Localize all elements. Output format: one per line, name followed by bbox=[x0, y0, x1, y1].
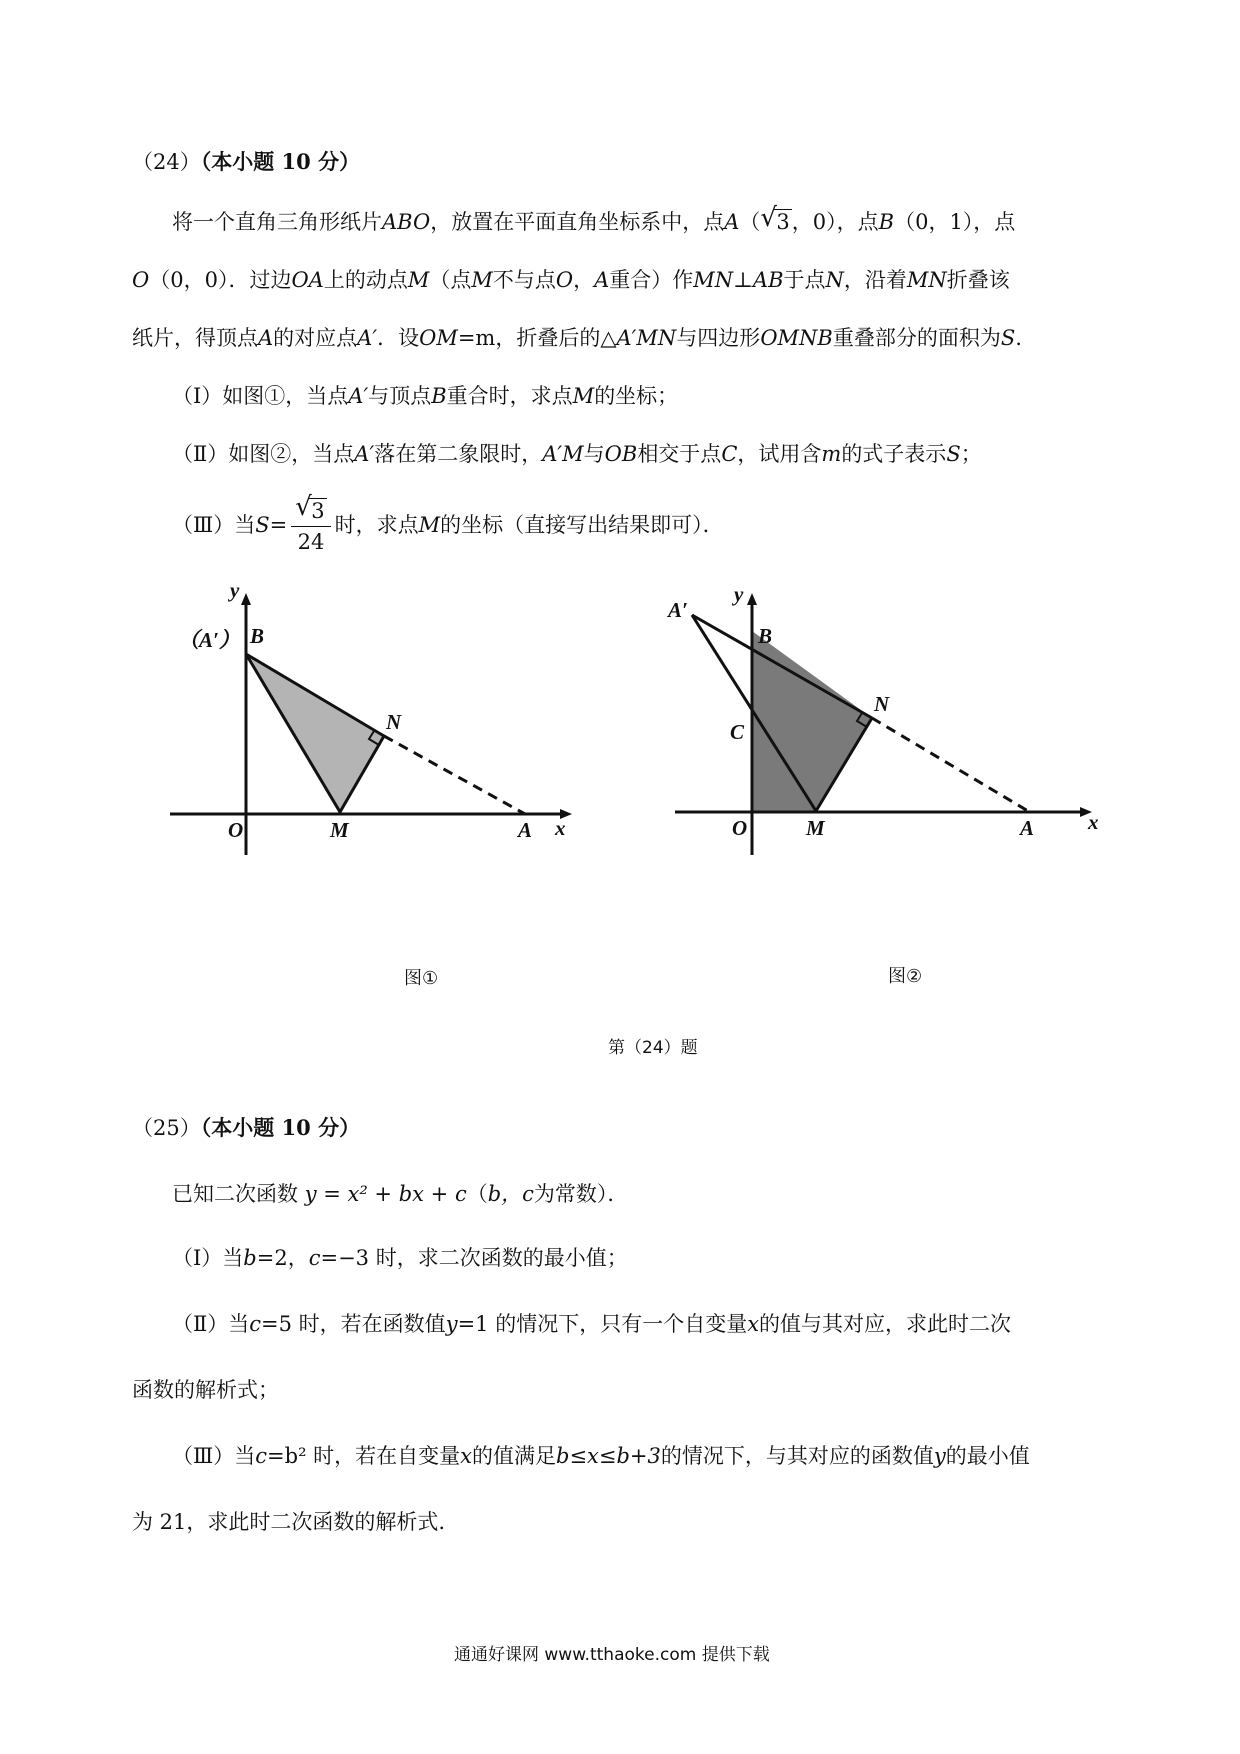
text: （0，0）．过边 bbox=[149, 268, 292, 292]
text: （Ⅱ）如图②，当点 bbox=[172, 442, 355, 466]
q24-points: （本小题 10 分） bbox=[200, 149, 361, 174]
text: 与 bbox=[583, 442, 605, 466]
var: C bbox=[721, 442, 738, 466]
text: 不与点 bbox=[492, 268, 556, 292]
fig1-label-b: B bbox=[250, 624, 265, 648]
var: M bbox=[471, 268, 493, 292]
var: x bbox=[747, 1312, 760, 1336]
fig2-label-o: O bbox=[732, 816, 748, 840]
text: ，放置在平面直角坐标系中，点 bbox=[430, 210, 725, 234]
q25-number: （25） bbox=[132, 1116, 201, 1140]
q24-item-1 bbox=[172, 382, 678, 410]
var: N bbox=[825, 268, 844, 292]
var: S bbox=[1000, 326, 1016, 350]
text: （ bbox=[739, 210, 761, 234]
var: O bbox=[555, 268, 574, 292]
var: M bbox=[572, 384, 595, 408]
text: 折叠该 bbox=[946, 268, 1010, 292]
text: 为常数）． bbox=[533, 1182, 629, 1206]
text: 重叠部分的面积为 bbox=[832, 326, 1001, 350]
q25-header bbox=[132, 1114, 360, 1142]
var: c bbox=[249, 1312, 262, 1336]
q24-para-line3 bbox=[132, 324, 1022, 352]
fig2-label-c: C bbox=[730, 720, 745, 744]
figure-1 bbox=[160, 575, 640, 875]
text: ，试用含 bbox=[737, 442, 822, 466]
text: ，沿着 bbox=[843, 268, 907, 292]
var: OM bbox=[419, 326, 458, 350]
fig2-label-n: N bbox=[874, 692, 890, 716]
text: 与顶点 bbox=[368, 384, 432, 408]
var: MN bbox=[693, 268, 734, 292]
page-footer: 通通好课网 www.tthaoke.com 提供下载 bbox=[454, 1645, 770, 1665]
figure-caption: 第（24）题 bbox=[608, 1038, 698, 1058]
q25-para-line1 bbox=[172, 1180, 628, 1208]
q25-points: （本小题 10 分） bbox=[200, 1115, 361, 1140]
var: m bbox=[821, 442, 842, 466]
fig2-y-arrow bbox=[747, 593, 757, 605]
fig2-dashed-na bbox=[872, 718, 1028, 811]
var: B bbox=[878, 210, 895, 234]
formula: y = x² + bx + c bbox=[304, 1182, 467, 1206]
text: 上的动点 bbox=[323, 268, 408, 292]
fig1-label-a: A bbox=[518, 818, 533, 842]
text: 的情况下，与其对应的函数值 bbox=[660, 1444, 934, 1468]
text: 为 21，求此时二次函数的解析式. bbox=[132, 1510, 446, 1534]
text: 的最小值 bbox=[945, 1444, 1030, 1468]
q25-item-3-line2 bbox=[132, 1508, 445, 1536]
sqrt-expression: √ 3 bbox=[295, 492, 325, 523]
fig1-caption: 图① bbox=[404, 968, 439, 989]
text: 时，求点 bbox=[334, 513, 419, 537]
var: S bbox=[946, 442, 961, 466]
var: y bbox=[445, 1312, 458, 1336]
text: = bbox=[269, 513, 288, 537]
q24-header bbox=[132, 148, 360, 176]
formula: b≤x≤b+3 bbox=[556, 1444, 661, 1468]
var: A′ bbox=[357, 326, 378, 350]
sqrt-radicand: 3 bbox=[311, 499, 325, 523]
fraction bbox=[291, 492, 330, 555]
fig2-label-x: x bbox=[1088, 810, 1099, 834]
var: y bbox=[933, 1444, 946, 1468]
var: A bbox=[258, 326, 274, 350]
fig1-label-m: M bbox=[330, 818, 349, 842]
var: b，c bbox=[487, 1182, 534, 1206]
text: ．设 bbox=[377, 326, 420, 350]
q24-item-2 bbox=[172, 440, 982, 468]
text: 落在第二象限时， bbox=[374, 442, 543, 466]
text: （Ⅲ）当 bbox=[172, 1444, 256, 1468]
text: 的坐标； bbox=[594, 384, 679, 408]
q24-para-line1 bbox=[172, 203, 1016, 236]
text: =m，折叠后的△ bbox=[457, 326, 617, 350]
var: AB bbox=[752, 268, 784, 292]
text: （Ⅰ）当 bbox=[172, 1246, 244, 1270]
text: 相交于点 bbox=[637, 442, 722, 466]
text: 的值与其对应，求此时二次 bbox=[759, 1312, 1012, 1336]
sqrt-expression: √ 3 bbox=[760, 203, 790, 234]
text: （Ⅲ）当 bbox=[172, 513, 256, 537]
text: 与四边形 bbox=[676, 326, 761, 350]
fig2-label-a: A bbox=[1020, 816, 1035, 840]
text: 重合）作 bbox=[609, 268, 694, 292]
var: ABO bbox=[382, 210, 431, 234]
fig2-label-y: y bbox=[734, 582, 744, 606]
var: c bbox=[255, 1444, 268, 1468]
text: =2， bbox=[256, 1246, 309, 1270]
text: （Ⅱ）当 bbox=[172, 1312, 250, 1336]
fig1-shaded-triangle bbox=[246, 654, 384, 812]
text: 的对应点 bbox=[273, 326, 358, 350]
var: A′ bbox=[354, 442, 375, 466]
var: M bbox=[407, 268, 430, 292]
var: A′ bbox=[348, 384, 369, 408]
text: =b² 时，若在自变量 bbox=[267, 1444, 461, 1468]
text: 的坐标（直接写出结果即可）． bbox=[440, 513, 724, 537]
fig2-label-b: B bbox=[758, 624, 773, 648]
var: O bbox=[132, 268, 150, 292]
q25-item-2-line2 bbox=[132, 1376, 279, 1404]
text: （点 bbox=[429, 268, 472, 292]
q25-item-1 bbox=[172, 1244, 628, 1272]
fig1-label-n: N bbox=[386, 710, 402, 734]
var: OMNB bbox=[760, 326, 833, 350]
var: B bbox=[431, 384, 447, 408]
var: OA bbox=[291, 268, 324, 292]
fig2-label-m: M bbox=[806, 816, 825, 840]
text: =1 的情况下，只有一个自变量 bbox=[457, 1312, 748, 1336]
fraction-denominator: 24 bbox=[297, 530, 325, 554]
text: （Ⅰ）如图①，当点 bbox=[172, 384, 349, 408]
fig2-caption: 图② bbox=[888, 966, 923, 987]
fig1-label-ap: （A′） bbox=[178, 628, 240, 652]
var: A′MN bbox=[616, 326, 677, 350]
q25-item-2-line1 bbox=[172, 1310, 1011, 1338]
text: （ bbox=[466, 1182, 488, 1206]
fig1-y-arrow bbox=[241, 593, 251, 605]
q24-number: （24） bbox=[132, 150, 201, 174]
q24-para-line2 bbox=[132, 266, 1010, 294]
figure-2 bbox=[660, 575, 1130, 875]
text: 的式子表示 bbox=[841, 442, 947, 466]
fig2-label-ap: A′ bbox=[668, 598, 688, 622]
var: MN bbox=[906, 268, 947, 292]
var: A′M bbox=[542, 442, 584, 466]
text: =−3 时，求二次函数的最小值； bbox=[320, 1246, 628, 1270]
fig1-label-x: x bbox=[555, 816, 566, 840]
sqrt-radicand: 3 bbox=[776, 210, 790, 234]
var: x bbox=[460, 1444, 473, 1468]
var: A bbox=[724, 210, 740, 234]
fig1-label-o: O bbox=[228, 818, 244, 842]
q25-item-3-line1 bbox=[172, 1442, 1030, 1470]
fig1-dashed-na bbox=[384, 736, 525, 814]
text: . bbox=[1015, 326, 1022, 350]
var: M bbox=[418, 513, 441, 537]
text: 将一个直角三角形纸片 bbox=[172, 210, 382, 234]
text: 已知二次函数 bbox=[172, 1182, 298, 1206]
text: 于点 bbox=[783, 268, 826, 292]
text: 纸片，得顶点 bbox=[132, 326, 258, 350]
text: （0，1），点 bbox=[894, 210, 1016, 234]
text: ； bbox=[960, 442, 982, 466]
var: b bbox=[243, 1246, 257, 1270]
q24-item-3 bbox=[172, 492, 724, 555]
text: 重合时，求点 bbox=[446, 384, 573, 408]
text: =5 时，若在函数值 bbox=[261, 1312, 446, 1336]
var: OB bbox=[604, 442, 638, 466]
text: ⊥ bbox=[733, 268, 753, 292]
fig1-label-y: y bbox=[230, 578, 240, 602]
var: A bbox=[594, 268, 610, 292]
text: 的值满足 bbox=[472, 1444, 557, 1468]
var: c bbox=[308, 1246, 321, 1270]
text: ， bbox=[573, 268, 595, 292]
text: 函数的解析式； bbox=[132, 1378, 279, 1402]
var: S bbox=[255, 513, 270, 537]
text: ，0），点 bbox=[791, 210, 879, 234]
